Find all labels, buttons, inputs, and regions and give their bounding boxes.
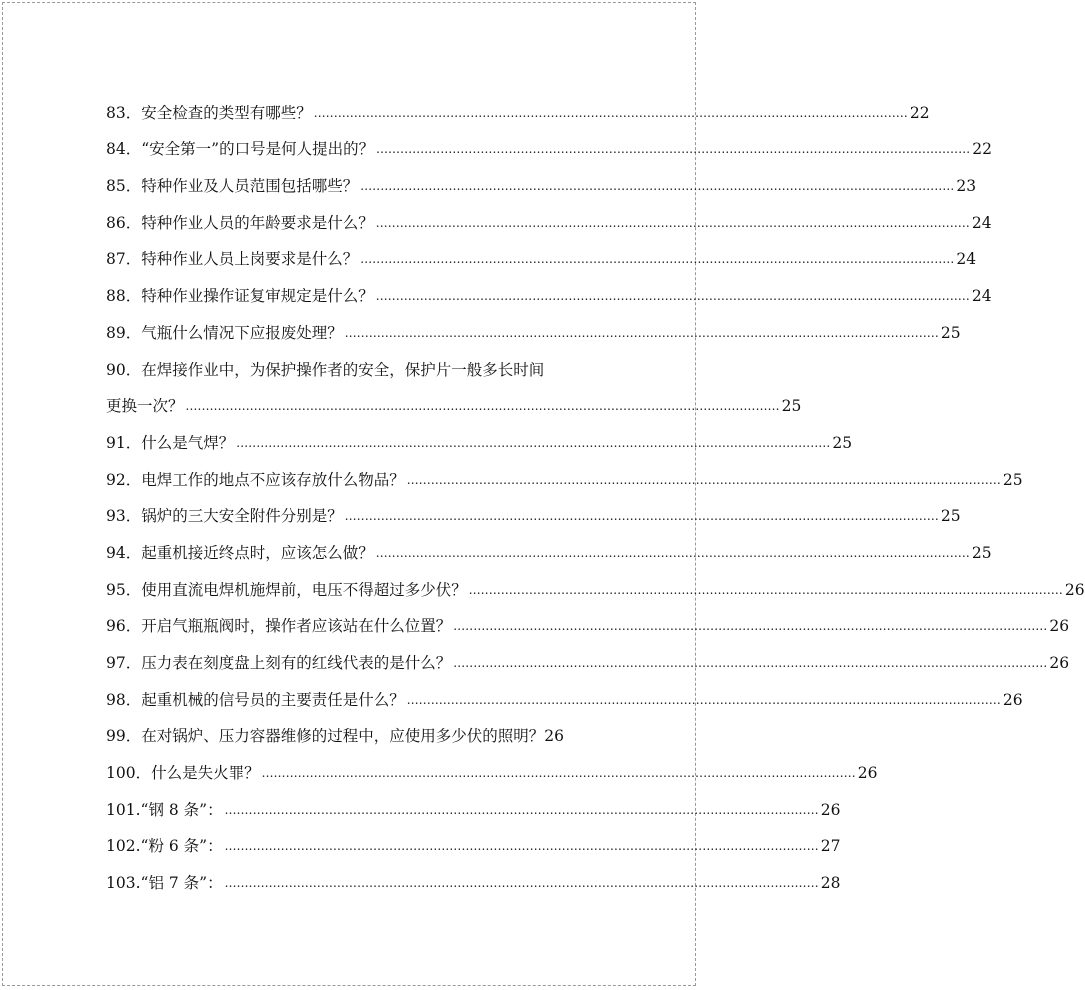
toc-number: 95． [106, 580, 142, 599]
leader-dots: .................................................................................................................................................... [375, 289, 970, 304]
toc-page-number: 25 [940, 507, 961, 526]
toc-number: 94． [106, 543, 142, 562]
toc-title: “钢 8 条”： [140, 800, 223, 819]
leader-dots: .................................................................................................................................................... [360, 179, 955, 194]
toc-entry-98[interactable] [106, 673, 1023, 710]
leader-dots: .................................................................................................................................................... [360, 252, 955, 267]
toc-page-number: 23 [956, 177, 977, 196]
leader-dots: .................................................................................................................................................... [185, 399, 780, 414]
leader-dots: .................................................................................................................................................... [344, 509, 939, 524]
leader-dots: .................................................................................................................................................... [261, 766, 856, 781]
toc-page-number: 25 [940, 323, 961, 342]
toc-number: 91． [106, 433, 142, 452]
toc-page-number: 24 [971, 213, 992, 232]
toc-entry-102[interactable] [106, 820, 841, 857]
toc-number: 83． [106, 103, 142, 122]
toc-title: 什么是气焊？ [141, 433, 235, 452]
toc-number: 88． [106, 287, 142, 306]
toc-entry-96[interactable] [106, 600, 1070, 637]
toc-number: 87． [106, 250, 142, 269]
toc-page-number: 26 [1064, 580, 1085, 599]
toc-entry-93[interactable] [106, 490, 961, 527]
toc-title: 特种作业人员的年龄要求是什么？ [141, 213, 374, 232]
toc-title: 起重机械的信号员的主要责任是什么？ [141, 690, 405, 709]
toc-page-number: 26 [820, 800, 841, 819]
toc-title: 在焊接作业中，为保护操作者的安全，保护片一般多长时间 [141, 360, 545, 379]
toc-entry-92[interactable] [106, 453, 1023, 490]
toc-entry-97[interactable] [106, 636, 1070, 673]
toc-number: 103. [106, 874, 141, 893]
toc-page-number: 26 [857, 764, 878, 783]
toc-page-number: 24 [956, 250, 977, 269]
toc-title: 在对锅炉、压力容器维修的过程中，应使用多少伏的照明？ [141, 727, 545, 746]
toc-title: 开启气瓶瓶阀时，操作者应该站在什么位置？ [141, 617, 452, 636]
toc-title: 安全检查的类型有哪些？ [141, 103, 312, 122]
leader-dots: .................................................................................................................................................... [375, 215, 970, 230]
toc-entry-95[interactable] [106, 563, 1085, 600]
leader-dots: .................................................................................................................................................... [453, 656, 1048, 670]
toc-entry-86[interactable] [106, 196, 992, 233]
toc-title: “粉 6 条”： [140, 837, 223, 856]
toc-entry-87[interactable] [106, 233, 977, 270]
leader-dots: .................................................................................................................................................... [236, 435, 831, 450]
toc-number: 97． [106, 654, 142, 672]
toc-page-number: 22 [909, 103, 930, 122]
leader-dots: .................................................................................................................................................... [453, 619, 1048, 634]
toc-number: 86． [106, 213, 142, 232]
leader-dots: .................................................................................................................................................... [406, 692, 1001, 707]
toc-page-number: 25 [832, 433, 853, 452]
toc-title: 使用直流电焊机施焊前，电压不得超过多少伏？ [141, 580, 467, 599]
leader-dots: .................................................................................................................................................... [224, 802, 819, 817]
toc-entry-100[interactable] [106, 746, 878, 783]
toc-page-number: 22 [972, 140, 992, 159]
toc-page-number: 25 [781, 397, 802, 416]
toc-entry-91[interactable] [106, 416, 853, 453]
toc-number: 98． [106, 690, 142, 709]
toc-title: 特种作业操作证复审规定是什么？ [141, 287, 374, 306]
leader-dots: .................................................................................................................................................... [224, 839, 819, 854]
toc-page-number: 25 [971, 543, 992, 562]
toc-title-continued: 更换一次？ [106, 397, 184, 416]
table-of-contents [106, 86, 1085, 893]
toc-number: 93． [106, 507, 142, 526]
leader-dots: .................................................................................................................................................... [468, 582, 1063, 597]
toc-page-number: 25 [1002, 470, 1023, 489]
toc-number: 100． [106, 764, 152, 783]
toc-number: 89． [106, 323, 142, 342]
toc-number: 85． [106, 177, 142, 196]
toc-entry-94[interactable] [106, 526, 992, 563]
toc-entry-88[interactable] [106, 269, 992, 306]
leader-dots: .................................................................................................................................................... [375, 545, 970, 560]
toc-number: 90． [106, 360, 142, 379]
toc-title: 起重机接近终点时，应该怎么做？ [141, 543, 374, 562]
toc-page-number: 26 [1049, 617, 1070, 636]
toc-page-number: 26 [1049, 654, 1070, 672]
leader-dots: .................................................................................................................................................... [376, 142, 971, 157]
toc-entry-89[interactable] [106, 306, 961, 343]
toc-entry-99[interactable] [106, 710, 616, 747]
toc-number: 96． [106, 617, 142, 636]
toc-entry-103[interactable] [106, 856, 841, 893]
toc-number: 102. [106, 837, 141, 856]
toc-page-number: 24 [971, 287, 992, 306]
toc-title: 什么是失火罪？ [151, 764, 260, 783]
leader-dots: .................................................................................................................................................... [406, 472, 1001, 487]
toc-entry-85[interactable] [106, 159, 977, 196]
toc-entry-101[interactable] [106, 783, 841, 820]
toc-title: 特种作业及人员范围包括哪些？ [141, 177, 359, 196]
leader-dots: .................................................................................................................................................... [224, 876, 819, 891]
leader-dots: .................................................................................................................................................... [313, 105, 908, 120]
toc-entry-90-line2[interactable] [106, 380, 802, 417]
leader-dots: .................................................................................................................................................... [344, 325, 939, 340]
toc-number: 92． [106, 470, 142, 489]
toc-page-number: 26 [544, 727, 564, 746]
toc-title: 特种作业人员上岗要求是什么？ [141, 250, 359, 269]
toc-title: 压力表在刻度盘上刻有的红线代表的是什么？ [141, 654, 452, 672]
toc-number: 99． [106, 727, 142, 746]
toc-title: 锅炉的三大安全附件分别是？ [141, 507, 343, 526]
toc-number: 101. [106, 800, 141, 819]
toc-entry-90-line1[interactable] [106, 343, 598, 380]
toc-entry-84[interactable] [106, 123, 992, 160]
toc-page-number: 26 [1002, 690, 1023, 709]
toc-page-number: 27 [820, 837, 841, 856]
toc-title: 电焊工作的地点不应该存放什么物品？ [141, 470, 405, 489]
toc-title: 气瓶什么情况下应报废处理？ [141, 323, 343, 342]
toc-page-number: 28 [820, 874, 841, 893]
toc-number: 84． [106, 140, 142, 159]
toc-title: “铝 7 条”： [140, 874, 223, 893]
toc-title: “安全第一”的口号是何人提出的？ [141, 140, 375, 159]
toc-entry-83[interactable] [106, 86, 930, 123]
